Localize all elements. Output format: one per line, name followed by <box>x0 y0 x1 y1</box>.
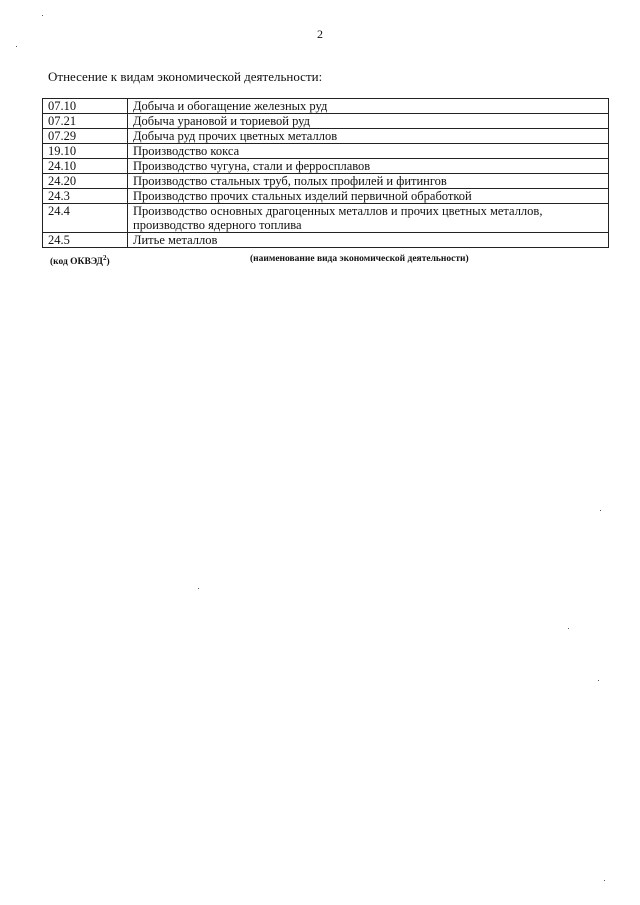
code-caption-close: ) <box>106 257 110 268</box>
scan-speck <box>568 628 569 629</box>
scan-speck <box>198 588 199 589</box>
table-row <box>43 114 609 129</box>
table-row <box>43 204 609 233</box>
okved-code: 07.29 <box>43 129 128 144</box>
okved-code: 24.10 <box>43 159 128 174</box>
activity-name: Литье металлов <box>128 233 609 248</box>
page-number: 2 <box>317 27 323 41</box>
table-row <box>43 189 609 204</box>
table-row <box>43 129 609 144</box>
activity-name: Добыча и обогащение железных руд <box>128 99 609 114</box>
table-row <box>43 174 609 189</box>
table-row <box>43 144 609 159</box>
scan-speck <box>598 680 599 681</box>
name-caption: (наименование вида экономической деятельности) <box>250 254 469 264</box>
okved-code: 24.4 <box>43 204 128 233</box>
scan-speck <box>604 880 605 881</box>
footnote-marker: 2 <box>102 254 107 262</box>
code-caption-label: (код ОКВЭД <box>50 257 103 268</box>
okved-code: 24.20 <box>43 174 128 189</box>
okved-table <box>42 98 609 248</box>
table-row <box>43 99 609 114</box>
section-heading: Отнесение к видам экономической деятельности: <box>48 69 323 84</box>
activity-name: Производство стальных труб, полых профилей и фитингов <box>128 174 609 189</box>
okved-code: 24.5 <box>43 233 128 248</box>
activity-name: Производство прочих стальных изделий первичной обработкой <box>128 189 609 204</box>
activity-name: Добыча руд прочих цветных металлов <box>128 129 609 144</box>
table-row <box>43 233 609 248</box>
code-caption <box>50 254 110 267</box>
table-row <box>43 159 609 174</box>
activity-name: Производство основных драгоценных металлов и прочих цветных металлов, производство ядерного топлива <box>128 204 609 233</box>
okved-code: 24.3 <box>43 189 128 204</box>
scan-speck <box>16 46 17 47</box>
activity-name: Производство чугуна, стали и ферросплавов <box>128 159 609 174</box>
okved-code: 19.10 <box>43 144 128 159</box>
okved-code: 07.10 <box>43 99 128 114</box>
scan-speck <box>600 510 601 511</box>
scan-speck <box>42 15 43 16</box>
okved-code: 07.21 <box>43 114 128 129</box>
activity-name: Производство кокса <box>128 144 609 159</box>
activity-name: Добыча урановой и ториевой руд <box>128 114 609 129</box>
